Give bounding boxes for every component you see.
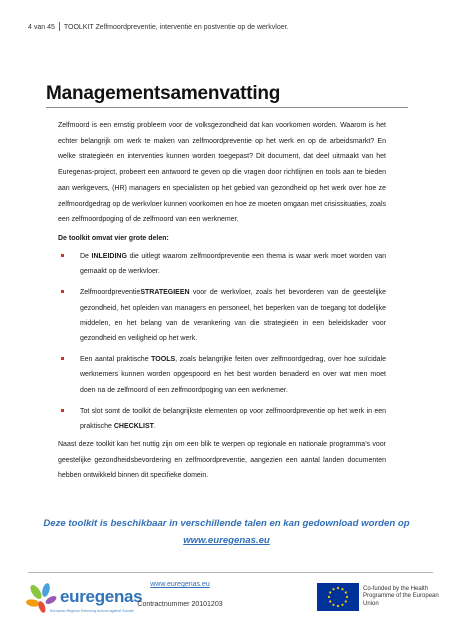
footer-center <box>120 580 240 610</box>
keyword-strategieen: STRATEGIEEN <box>140 289 190 297</box>
footer-divider <box>28 572 433 573</box>
callout-text: Deze toolkit is beschikbaar in verschillende talen en kan gedownload worden op <box>43 518 410 529</box>
eu-funding-text: Co-funded by the Health Programme of the European Union <box>363 586 439 607</box>
title-underline <box>46 107 408 108</box>
list-item: De INLEIDING die uitlegt waarom zelfmoordpreventie een thema is waar werk moet worden van gemaakt op de werkvloer. <box>58 249 386 279</box>
footer-link[interactable]: www.euregenas.eu <box>150 581 210 588</box>
list-item: Een aantal praktische TOOLS, zoals belangrijke feiten over zelfmoordgedrag, over hoe suïcidale werknemers kunnen worden opgespoord en het best worden benaderd en over wat men moet doen na de zelfmoord of een zelfmoordpoging van een werknemer. <box>58 352 386 398</box>
eu-flag-icon <box>317 583 359 611</box>
keyword-tools: TOOLS <box>151 356 176 364</box>
keyword-checklist: CHECKLIST <box>113 423 154 431</box>
parts-list <box>58 249 386 440</box>
parts-heading: De toolkit omvat vier grote delen: <box>58 235 169 242</box>
section-title: Managementsamenvatting <box>46 83 281 104</box>
header-divider <box>59 22 60 31</box>
intro-paragraph: Zelfmoord is een ernstig probleem voor de volksgezondheid dat kan voorkomen worden. Waarom is het echter belangrijk om werk te maken van zelfmoordpreventie op het werk en op de arbeidsmarkt? En welke strategieën en interventies kunnen worden toegepast? Dit document, dat deel uitmaakt van het Euregenas-project, probeert een antwoord te geven op die vragen door richtlijnen en tools aan te bieden aan werkgevers, (HR) managers en specialisten op het gebied van gezondheid op het werk over hoe ze zelfmoordgedrag op de werkvloer kunnen voorkomen en hoe ze moeten omgaan met crisissituaties, zoals een zelfmoordpoging of de zelfmoord van een werknemer. <box>58 122 387 224</box>
contract-number: Contractnummer 20101203 <box>137 601 223 608</box>
logo-tagline: European Regions Enforcing Actions against Suicide <box>50 609 134 613</box>
euregenas-logo <box>24 583 143 621</box>
page-number: 4 van 45 <box>28 24 55 31</box>
document-title: TOOLKIT Zelfmoordpreventie, interventie en postventie op de werkvloer. <box>63 24 289 31</box>
callout-link[interactable]: www.euregenas.eu <box>183 535 270 546</box>
page-header <box>28 22 433 31</box>
download-callout <box>40 515 413 549</box>
keyword-inleiding: INLEIDING <box>91 253 127 260</box>
list-item: ZelfmoordpreventieSTRATEGIEEN voor de werkvloer, zoals het bevorderen van de geestelijke gezondheid, het opleiden van managers en personeel, het beperken van de toegang tot dodelijke middelen, en het belang van de verankering van die strategieën in een beleidskader voor gezondheid en veiligheid op het werk. <box>58 285 386 346</box>
closing-paragraph: Naast deze toolkit kan het nuttig zijn om een blik te werpen op regionale en nationale programma's voor geestelijke gezondheidsbevordering en zelfmoordpreventie, aangezien een aantal landen documenten hebben ontwikkeld binnen dit specifieke domein. <box>58 441 386 480</box>
list-item: Tot slot somt de toolkit de belangrijkste elementen op voor zelfmoordpreventie op het werk in een praktische CHECKLIST. <box>58 404 386 434</box>
logo-wordmark: euregenas <box>60 587 143 606</box>
